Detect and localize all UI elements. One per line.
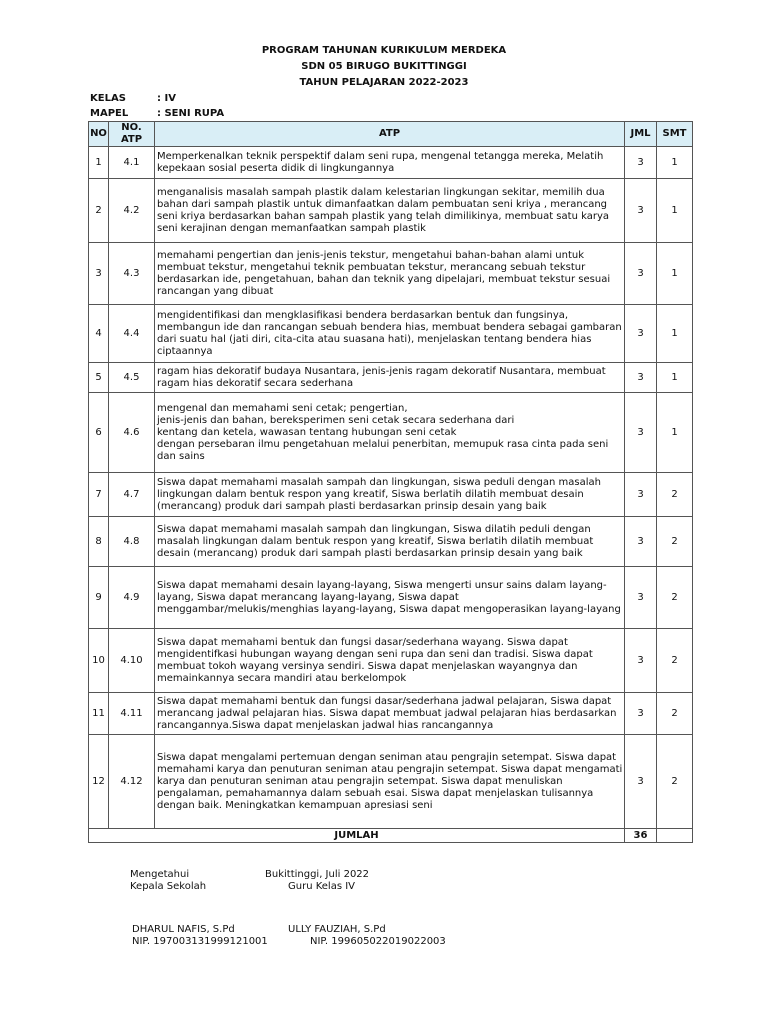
table-row: [89, 735, 693, 829]
row-atp-text-cell: memahami pengertian dan jenis-jenis tekstur, mengetahui bahan-bahan alami untuk membuat tekstur, mengetahui teknik pembuatan tekstur, merancang sebuah tekstur berdasarkan ide, pengetahuan, bahan dan teknik yang dipelajari, membuat tekstur sesuai rancangan yang dibuat: [155, 243, 625, 305]
row-atp-no-cell: 4.3: [109, 243, 155, 305]
document-title: PROGRAM TAHUNAN KURIKULUM MERDEKA: [261, 45, 507, 56]
academic-year: TAHUN PELAJARAN 2022-2023: [299, 77, 469, 88]
kelas-value: : IV: [157, 93, 176, 104]
row-jml-cell: 3: [625, 243, 657, 305]
col-header-no: NO: [89, 122, 109, 147]
row-atp-no-cell: 4.9: [109, 567, 155, 629]
table-row: [89, 629, 693, 693]
row-no-cell: 10: [89, 629, 109, 693]
row-atp-text-cell: mengenal dan memahami seni cetak; pengertian, jenis-jenis dan bahan, bereksperimen seni cetak secara sederhana dari kentang dan ketela, wawasan tentang hubungan seni cetak dengan persebaran ilmu pengetahuan melalui penerbitan, memupuk rasa cinta pada seni dan sains: [155, 393, 625, 473]
atp-table: [88, 121, 693, 843]
table-row: [89, 243, 693, 305]
row-jml-cell: 3: [625, 363, 657, 393]
row-atp-no-cell: 4.11: [109, 693, 155, 735]
table-row: [89, 305, 693, 363]
row-atp-no-cell: 4.5: [109, 363, 155, 393]
row-smt-cell: 2: [657, 473, 693, 517]
row-atp-text-cell: Memperkenalkan teknik perspektif dalam seni rupa, mengenal tetangga mereka, Melatih kepekaan sosial peserta didik di lingkungannya: [155, 147, 625, 179]
row-no-cell: 3: [89, 243, 109, 305]
row-smt-cell: 2: [657, 693, 693, 735]
row-atp-no-cell: 4.1: [109, 147, 155, 179]
row-smt-cell: 1: [657, 363, 693, 393]
row-atp-no-cell: 4.10: [109, 629, 155, 693]
kelas-label: KELAS: [90, 93, 126, 104]
headmaster-nip: NIP. 197003131999121001: [132, 936, 268, 947]
table-row: [89, 147, 693, 179]
row-no-cell: 8: [89, 517, 109, 567]
row-no-cell: 6: [89, 393, 109, 473]
col-header-smt: SMT: [657, 122, 693, 147]
col-header-jml: JML: [625, 122, 657, 147]
row-atp-text-cell: menganalisis masalah sampah plastik dalam kelestarian lingkungan sekitar, memilih dua bahan dari sampah plastik untuk dimanfaatkan dalam pembuatan seni kriya , merancang seni kriya berdasarkan bahan sampah plastik yang telah dimilikinya, membuat satu karya seni kerajinan dengan memanfaatkan sampah plastik: [155, 179, 625, 243]
teacher-nip: NIP. 199605022019022003: [310, 936, 446, 947]
row-atp-no-cell: 4.8: [109, 517, 155, 567]
table-row: [89, 179, 693, 243]
row-atp-no-cell: 4.7: [109, 473, 155, 517]
row-smt-cell: 1: [657, 305, 693, 363]
total-row: [89, 829, 693, 843]
row-jml-cell: 3: [625, 305, 657, 363]
row-no-cell: 11: [89, 693, 109, 735]
row-atp-text-cell: Siswa dapat memahami masalah sampah dan lingkungan, siswa peduli dengan masalah lingkungan dalam bentuk respon yang kreatif, Siswa berlatih dilatih membuat desain (merancang) produk dari sampah plasti berdasarkan prinsip desain yang baik: [155, 473, 625, 517]
row-smt-cell: 2: [657, 517, 693, 567]
row-no-cell: 12: [89, 735, 109, 829]
table-row: [89, 693, 693, 735]
row-atp-no-cell: 4.2: [109, 179, 155, 243]
row-jml-cell: 3: [625, 735, 657, 829]
mapel-value: : SENI RUPA: [157, 108, 225, 119]
row-no-cell: 1: [89, 147, 109, 179]
sig-right-line1: Bukittinggi, Juli 2022: [265, 869, 370, 880]
row-jml-cell: 3: [625, 517, 657, 567]
row-atp-text-cell: Siswa dapat mengalami pertemuan dengan seniman atau pengrajin setempat. Siswa dapat memahami karya dan penuturan seniman atau pengrajin setempat. Siswa dapat mengamati karya dan penuturan seniman atau pengrajin setempat. Siswa dapat menuliskan pengalaman, pemahamannya dalam sebuah esai. Siswa dapat menjelaskan tulisannya dengan baik. Meningkatkan kemampuan apresiasi seni: [155, 735, 625, 829]
table-row: [89, 363, 693, 393]
row-jml-cell: 3: [625, 629, 657, 693]
teacher-name: ULLY FAUZIAH, S.Pd: [288, 924, 386, 935]
row-atp-text-cell: Siswa dapat memahami masalah sampah dan lingkungan, Siswa dilatih peduli dengan masalah lingkungan dalam bentuk respon yang kreatif, Siswa berlatih dilatih membuat desain (merancang) produk dari sampah plasti berdasarkan prinsip desain yang baik: [155, 517, 625, 567]
headmaster-name: DHARUL NAFIS, S.Pd: [132, 924, 235, 935]
row-smt-cell: 1: [657, 393, 693, 473]
sig-left-line2: Kepala Sekolah: [130, 881, 207, 892]
row-no-cell: 5: [89, 363, 109, 393]
row-jml-cell: 3: [625, 567, 657, 629]
row-no-cell: 9: [89, 567, 109, 629]
col-header-atp: ATP: [155, 122, 625, 147]
row-jml-cell: 3: [625, 473, 657, 517]
row-jml-cell: 3: [625, 179, 657, 243]
row-atp-text-cell: mengidentifikasi dan mengklasifikasi bendera berdasarkan bentuk dan fungsinya, membangun ide dan rancangan sebuah bendera hias, membuat bendera sebagai gambaran dari suatu hal (jati diri, cita-cita atau suasana hati), menjelaskan tentang bendera hias ciptaannya: [155, 305, 625, 363]
row-atp-text-cell: Siswa dapat memahami desain layang-layang, Siswa mengerti unsur sains dalam layang-layang, Siswa dapat merancang layang-layang, Siswa dapat menggambar/melukis/menghias layang-layang, Siswa dapat mengoperasikan layang-layang: [155, 567, 625, 629]
row-smt-cell: 2: [657, 735, 693, 829]
row-atp-no-cell: 4.4: [109, 305, 155, 363]
total-empty-cell: [657, 829, 693, 843]
sig-left-line1: Mengetahui: [130, 869, 190, 880]
row-jml-cell: 3: [625, 147, 657, 179]
row-jml-cell: 3: [625, 393, 657, 473]
row-no-cell: 7: [89, 473, 109, 517]
row-smt-cell: 2: [657, 629, 693, 693]
row-smt-cell: 1: [657, 147, 693, 179]
table-row: [89, 567, 693, 629]
sig-right-line2: Guru Kelas IV: [288, 881, 356, 892]
table-row: [89, 517, 693, 567]
total-value: 36: [625, 829, 657, 843]
row-smt-cell: 1: [657, 243, 693, 305]
row-atp-text-cell: Siswa dapat memahami bentuk dan fungsi dasar/sederhana wayang. Siswa dapat mengidentifkasi hubungan wayang dengan seni rupa dan seni dan tradisi. Siswa dapat membuat tokoh wayang versinya sendiri. Siswa dapat menjelaskan wayangnya dan memainkannya secara mandiri atau berkelompok: [155, 629, 625, 693]
total-label: JUMLAH: [89, 829, 625, 843]
row-atp-no-cell: 4.6: [109, 393, 155, 473]
row-smt-cell: 1: [657, 179, 693, 243]
table-row: [89, 393, 693, 473]
school-name: SDN 05 BIRUGO BUKITTINGGI: [301, 61, 467, 72]
row-no-cell: 4: [89, 305, 109, 363]
row-jml-cell: 3: [625, 693, 657, 735]
col-header-atp-no: NO. ATP: [109, 122, 155, 147]
row-smt-cell: 2: [657, 567, 693, 629]
row-no-cell: 2: [89, 179, 109, 243]
row-atp-text-cell: Siswa dapat memahami bentuk dan fungsi dasar/sederhana jadwal pelajaran, Siswa dapat merancang jadwal pelajaran hias. Siswa dapat membuat jadwal pelajaran hias berdasarkan rancangannya.Siswa dapat menjelaskan jadwal hias rancangannya: [155, 693, 625, 735]
mapel-label: MAPEL: [90, 108, 129, 119]
row-atp-text-cell: ragam hias dekoratif budaya Nusantara, jenis-jenis ragam dekoratif Nusantara, membuat ragam hias dekoratif secara sederhana: [155, 363, 625, 393]
table-row: [89, 473, 693, 517]
row-atp-no-cell: 4.12: [109, 735, 155, 829]
table-header-row: [89, 122, 693, 147]
